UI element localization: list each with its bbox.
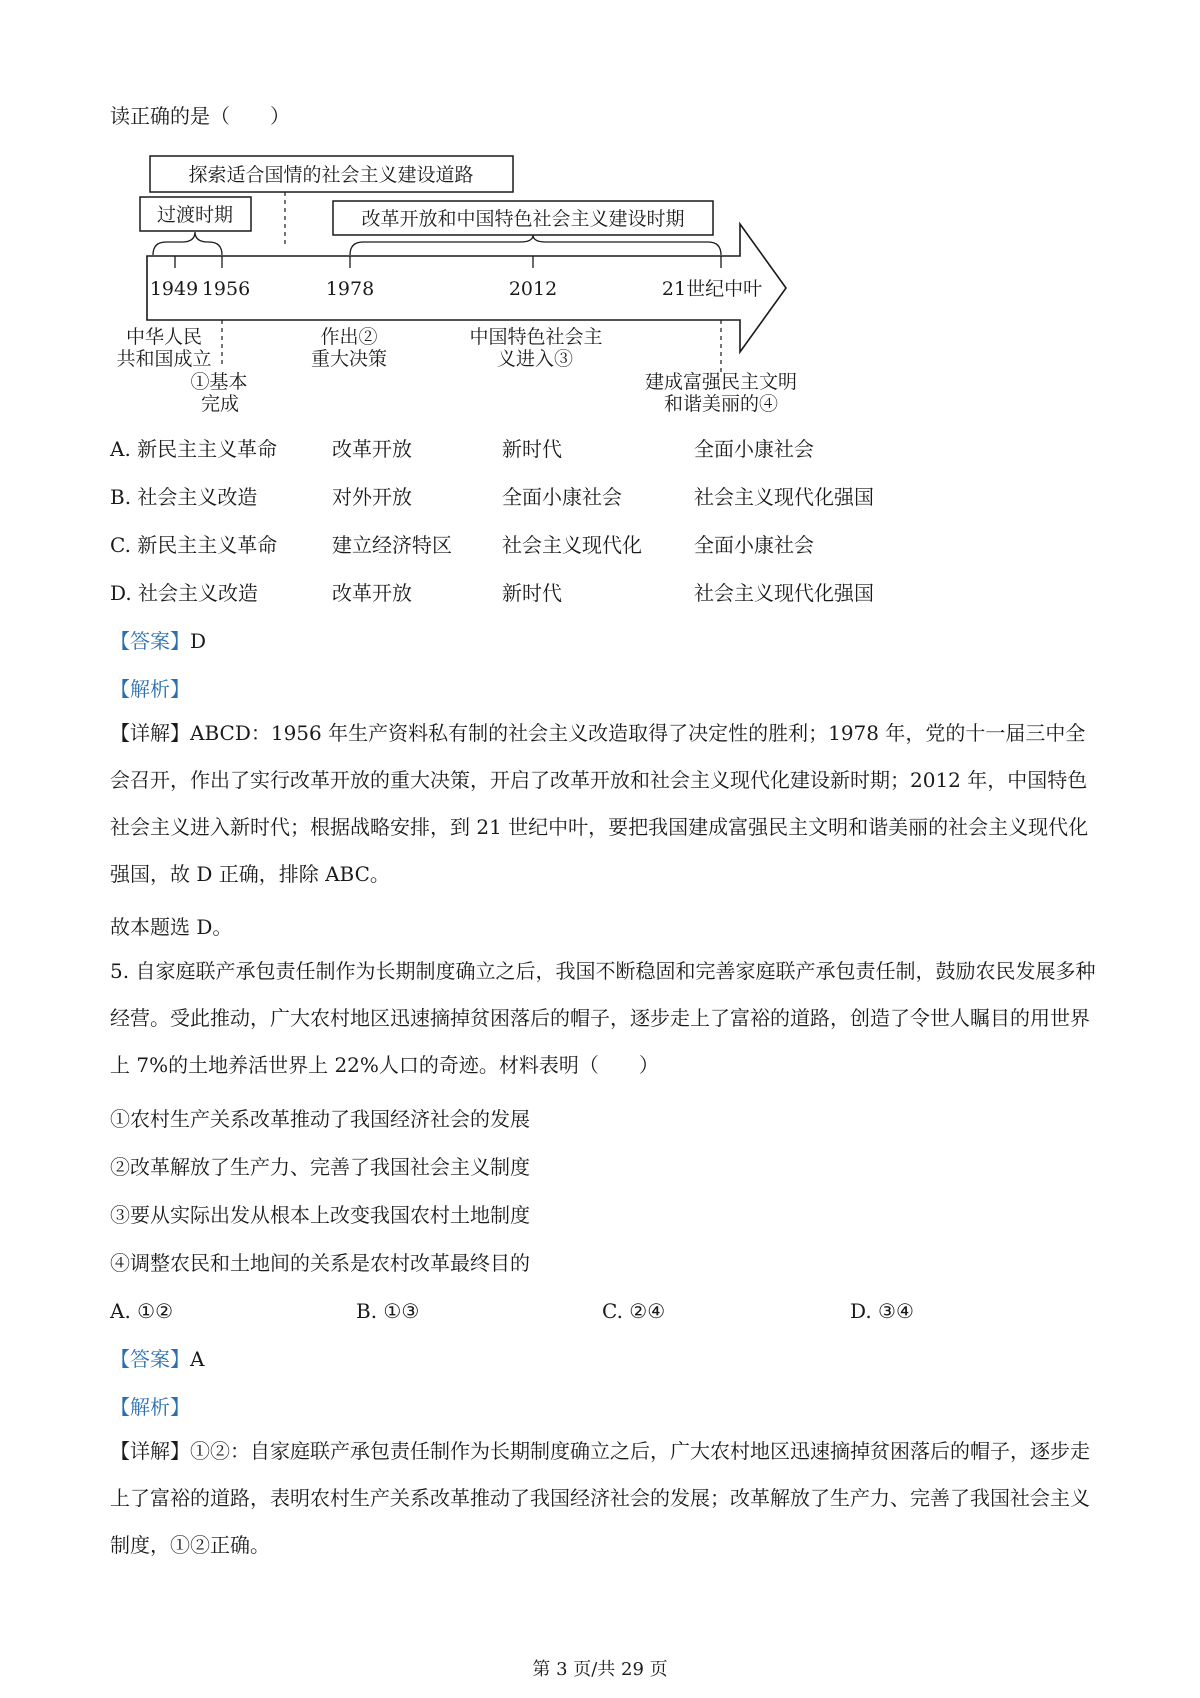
option-a-item3: 新时代 (502, 437, 562, 461)
option-row-a (110, 434, 1010, 464)
banner-reform: 改革开放和中国特色社会主义建设时期 (361, 208, 685, 230)
q5-choice-d: D. ③④ (850, 1299, 914, 1323)
q4-conclusion: 故本题选 D。 (110, 915, 233, 939)
year-1956: 1956 (201, 278, 251, 300)
year-mid-21st-century: 21世纪中叶 (661, 278, 763, 300)
option-a-label: A. 新民主主义革命 (110, 437, 278, 461)
q5-detail-tag: 【详解】 (110, 1439, 190, 1463)
q5-detail (110, 1428, 1100, 1569)
q5-answer (110, 1344, 204, 1374)
year-2012: 2012 (508, 278, 558, 300)
event-2012-line1: 中国特色社会主 (469, 326, 603, 348)
q5-choices (110, 1296, 1010, 1326)
option-c-item3: 社会主义现代化 (502, 533, 642, 557)
q5-statement-4: ④调整农民和土地间的关系是农村改革最终目的 (110, 1251, 530, 1275)
event-1956-line1: ①基本 (190, 371, 248, 393)
event-1949-line2: 共和国成立 (116, 348, 212, 370)
event-1978-line1: 作出② (320, 326, 378, 348)
q4-detail (110, 710, 1100, 898)
option-c-label: C. 新民主主义革命 (110, 533, 278, 557)
q5-analysis-heading (110, 1392, 190, 1422)
q5-choice-b: B. ①③ (356, 1299, 420, 1323)
banner-exploration: 探索适合国情的社会主义建设道路 (188, 164, 474, 186)
option-row-b (110, 482, 1010, 512)
analysis-tag: 【解析】 (110, 677, 190, 701)
option-b-item4: 社会主义现代化强国 (694, 485, 874, 509)
option-c-item2: 建立经济特区 (332, 533, 452, 557)
option-d-item2: 改革开放 (332, 581, 412, 605)
question-stem-tail: 读正确的是（ ） (110, 104, 290, 128)
option-d-item3: 新时代 (502, 581, 562, 605)
detail-tag: 【详解】 (110, 721, 190, 745)
option-a-item4: 全面小康社会 (694, 437, 814, 461)
banner-transition: 过渡时期 (156, 204, 234, 226)
q5-detail-text: ①②：自家庭联产承包责任制作为长期制度确立之后，广大农村地区迅速摘掉贫困落后的帽子，逐步走上了富裕的道路，表明农村生产关系改革推动了我国经济社会的发展；改革解放了生产力、完善了我国社会主义制度，①②正确。 (110, 1439, 1090, 1557)
option-c-item4: 全面小康社会 (694, 533, 814, 557)
q5-answer-value: A (190, 1347, 205, 1371)
event-2050-line1: 建成富强民主文明 (644, 371, 798, 393)
event-1956-line2: 完成 (200, 393, 240, 415)
page-footer: 第 3 页/共 29 页 (532, 1659, 668, 1680)
q4-analysis-heading (110, 674, 190, 704)
q5-choice-a: A. ①② (110, 1299, 174, 1323)
year-1949: 1949 (149, 278, 199, 300)
option-b-label: B. 社会主义改造 (110, 485, 258, 509)
q5-statement-2: ②改革解放了生产力、完善了我国社会主义制度 (110, 1155, 530, 1179)
event-2050-line2: 和谐美丽的④ (663, 393, 779, 415)
q5-statement-3: ③要从实际出发从根本上改变我国农村土地制度 (110, 1203, 530, 1227)
option-b-item2: 对外开放 (332, 485, 412, 509)
q5-stem: 5. 自家庭联产承包责任制作为长期制度确立之后，我国不断稳固和完善家庭联产承包责任制，鼓励农民发展多种经营。受此推动，广大农村地区迅速摘掉贫困落后的帽子，逐步走上了富裕的道路，创造了令世人瞩目的用世界上 7%的土地养活世界上 22%人口的奇迹。材料表明（ ） (110, 959, 1096, 1077)
option-b-item3: 全面小康社会 (502, 485, 622, 509)
q5-choice-c: C. ②④ (602, 1299, 666, 1323)
timeline-diagram (0, 0, 1200, 430)
q4-answer (110, 626, 206, 656)
q5-statement-1: ①农村生产关系改革推动了我国经济社会的发展 (110, 1107, 530, 1131)
option-d-label: D. 社会主义改造 (110, 581, 259, 605)
answer-tag: 【答案】 (110, 629, 190, 653)
event-2012-line2: 义进入③ (496, 348, 574, 370)
answer-value: D (190, 629, 207, 653)
event-1978-line2: 重大决策 (310, 348, 388, 370)
option-a-item2: 改革开放 (332, 437, 412, 461)
option-row-c (110, 530, 1010, 560)
detail-text: ABCD：1956 年生产资料私有制的社会主义改造取得了决定性的胜利；1978 年，党的十一届三中全会召开，作出了实行改革开放的重大决策，开启了改革开放和社会主义现代化建设新时期；2012 年，中国特色社会主义进入新时代；根据战略安排，到 21 世纪中叶，要把我国建成富强民主文明和谐美丽的社会主义现代化强国，故 D 正确，排除 ABC。 (110, 721, 1089, 886)
option-d-item4: 社会主义现代化强国 (694, 581, 874, 605)
q5-answer-tag: 【答案】 (110, 1347, 190, 1371)
option-row-d (110, 578, 1010, 608)
year-1978: 1978 (325, 278, 375, 300)
event-1949-line1: 中华人民 (125, 326, 203, 348)
q5-analysis-tag: 【解析】 (110, 1395, 190, 1419)
